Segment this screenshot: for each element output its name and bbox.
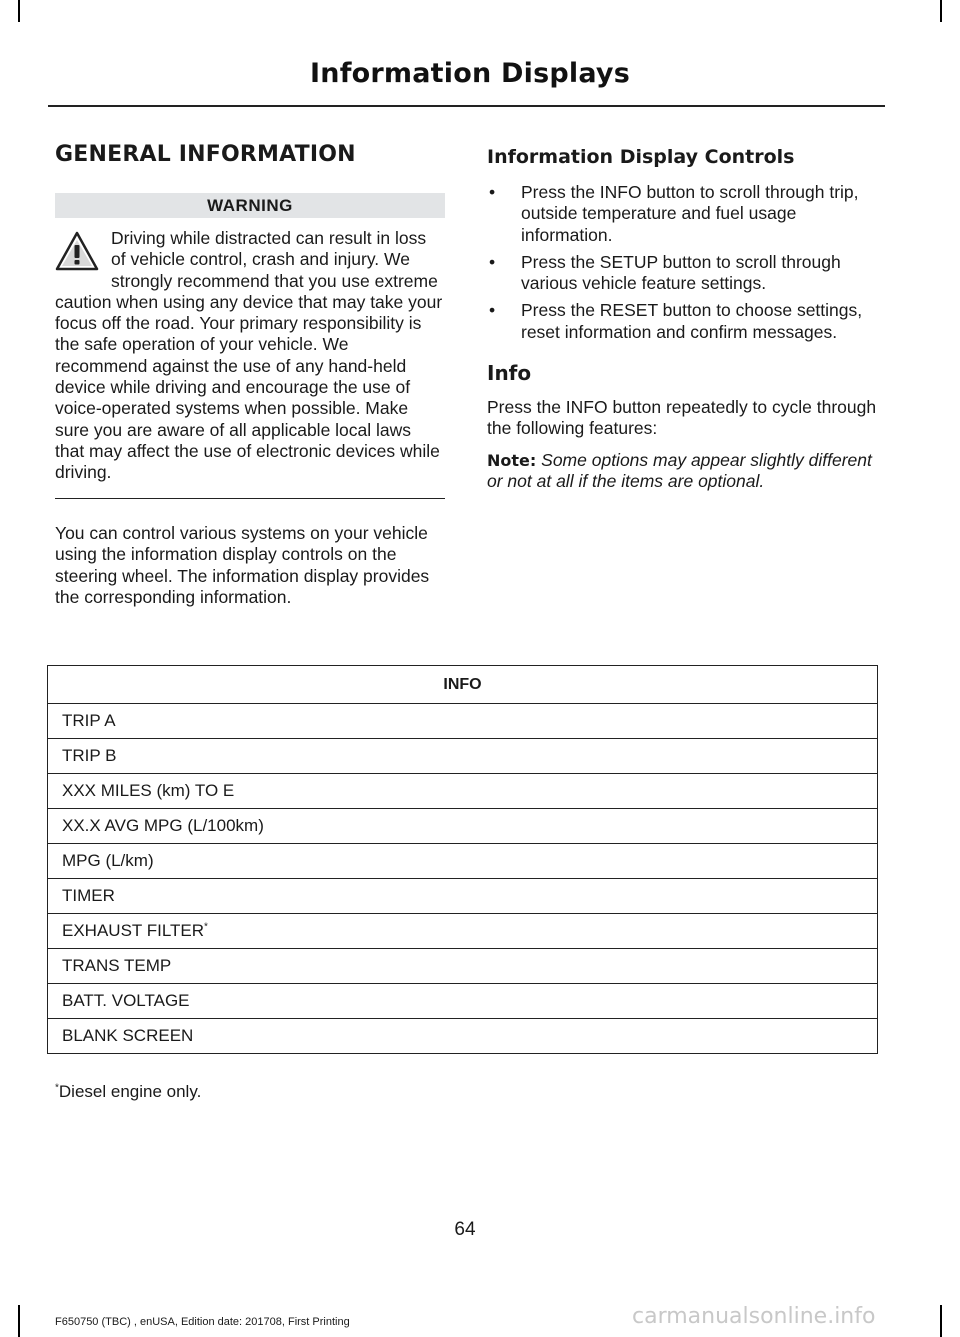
table-row: TRIP A [48,704,878,739]
warning-divider [55,498,445,500]
bullet-icon: • [489,300,496,321]
table-row: BLANK SCREEN [48,1019,878,1054]
table-row: XXX MILES (km) TO E [48,774,878,809]
list-item: • Press the SETUP button to scroll through various vehicle feature settings. [489,251,841,294]
table-row: BATT. VOLTAGE [48,984,878,1019]
bullet-icon: • [489,182,496,202]
table-row: TIMER [48,879,878,914]
note-text: Some options may appear slightly different or not at all if the items are optional. [487,449,872,491]
controls-list [487,182,882,343]
header-divider [48,105,885,107]
warning-box [55,228,445,484]
controls-heading: Information Display Controls [487,146,795,168]
crop-mark-top-left [18,0,20,22]
info-heading: Info [487,361,532,386]
table-header: INFO [48,666,878,704]
table-row: TRIP B [48,739,878,774]
watermark: carmanualsonline.info [632,1304,876,1329]
warning-text: Driving while distracted can result in loss of vehicle control, crash and injury. We strongly recommend that you use extreme caution when using any device that may take your focus off the road. Your primary responsibility is the safe operation of your vehicle. We recommend against the use of any hand-held device while driving and encourage the use of voice-operated systems when possible. Make sure you are aware of all applicable local laws that may affect the use of electronic devices while driving. [55,228,443,483]
crop-mark-bottom-left [18,1305,20,1337]
warning-label: WARNING [55,193,445,218]
table-footnote: *Diesel engine only. [55,1082,202,1101]
edition-info: F650750 (TBC) , enUSA, Edition date: 201708, First Printing [55,1316,350,1328]
table-row: TRANS TEMP [48,949,878,984]
table-row: EXHAUST FILTER* [48,914,878,949]
footnote-marker: * [204,921,208,933]
list-item: • Press the RESET button to choose settings, reset information and confirm messages. [489,300,863,342]
info-table [47,665,878,1054]
note-label: Note: [487,450,537,470]
crop-mark-bottom-right [940,1305,942,1337]
page-header-title: Information Displays [310,58,630,89]
right-column [487,146,882,510]
intro-paragraph: You can control various systems on your vehicle using the information display controls on the steering wheel. The information display provides the corresponding information. [55,523,430,607]
left-column [55,142,445,608]
page-number: 64 [454,1219,476,1240]
warning-triangle-icon [55,230,99,274]
list-item: • Press the INFO button to scroll through trip, outside temperature and fuel usage information. [489,182,859,245]
info-paragraph: Press the INFO button repeatedly to cycle through the following features: [487,397,877,439]
section-title: GENERAL INFORMATION [55,142,356,167]
bullet-icon: • [489,251,496,272]
footnote-marker: * [55,1082,59,1094]
table-row: XX.X AVG MPG (L/100km) [48,809,878,844]
table-row: MPG (L/km) [48,844,878,879]
crop-mark-top-right [940,0,942,22]
note-paragraph [487,450,882,493]
